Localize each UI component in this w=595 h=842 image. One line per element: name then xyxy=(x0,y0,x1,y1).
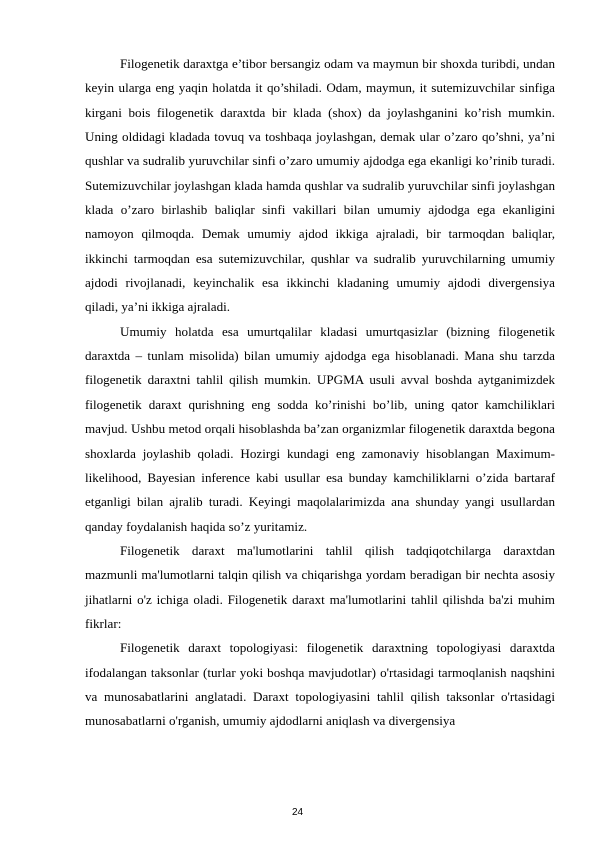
paragraph: Filogenetik daraxt ma'lumotlarini tahlil qilish tadqiqotchilarga daraxtdan mazmunli ma'lumotlarni talqin qilish va chiqarishga yordam beradigan bir nechta asosiy jihatlarni o'z ichiga oladi. Filogenetik daraxt ma'lumotlarini tahlil qilishda ba'zi muhim fikrlar: xyxy=(85,542,555,631)
paragraph: Filogenetik daraxtga e’tibor bersangiz odam va maymun bir shoxda turibdi, undan keyin ularga eng yaqin holatda it qo’shiladi. Odam, maymun, it sutemizuvchilar sinfiga kirgani bois filogenetik daraxtda bir klada (shox) da joylashganini ko’rish mumkin. Uning oldidagi kladada tovuq va toshbaqa joylashgan, demak ular o’zaro qo’shni, ya’ni qushlar va sudralib yuruvchilar sinfi o’zaro umumiy ajdodga ega ekanligi ko’rinib turadi. Sutemizuvchilar joylashgan klada hamda qushlar va sudralib yuruvchilar sinfi joylashgan klada o’zaro birlashib baliqlar sinfi vakillari bilan umumiy ajdodga ega ekanligini namoyon qilmoqda. Demak umumiy ajdod ikkiga ajraladi, bir tarmoqdan baliqlar, ikkinchi tarmoqdan esa sutemizuvchilar, qushlar va sudralib yuruvchilarning umumiy ajdodi rivojlanadi, keyinchalik esa ikkinchi kladaning umumiy ajdodi divergensiya qiladi, ya’ni ikkiga ajraladi. xyxy=(85,56,555,315)
paragraph: Filogenetik daraxt topologiyasi: filogenetik daraxtning topologiyasi daraxtda ifodalangan taksonlar (turlar yoki boshqa mavjudotlar) o'rtasidagi tarmoqlanish naqshini va munosabatlarini anglatadi. Daraxt topologiyasini tahlil qilish taksonlar o'rtasidagi munosabatlarni o'rganish, umumiy ajdodlarni aniqlash va divergensiya xyxy=(85,640,555,729)
page-number: 24 xyxy=(291,807,304,818)
page-body xyxy=(85,52,555,734)
paragraph: Umumiy holatda esa umurtqalilar kladasi umurtqasizlar (bizning filogenetik daraxtda – tunlam misolida) bilan umumiy ajdodga ega hisoblanadi. Mana shu tarzda filogenetik daraxtni tahlil qilish mumkin. UPGMA usuli avval boshda aytganimizdek filogenetik daraxt qurishning eng sodda ko’rinishi bo’lib, uning qator kamchiliklari mavjud. Ushbu metod orqali hisoblashda ba’zan organizmlar filogenetik daraxtda begona shoxlarda joylashib qoladi. Hozirgi kundagi eng zamonaviy hisoblangan Maximum-likelihood, Bayesian inference kabi usullar esa bunday kamchiliklarni o’zida bartaraf etganligi bilan ajralib turadi. Keyingi maqolalarimizda ana shunday yangi usullardan qanday foydalanish haqida so’z yuritamiz. xyxy=(85,323,555,534)
